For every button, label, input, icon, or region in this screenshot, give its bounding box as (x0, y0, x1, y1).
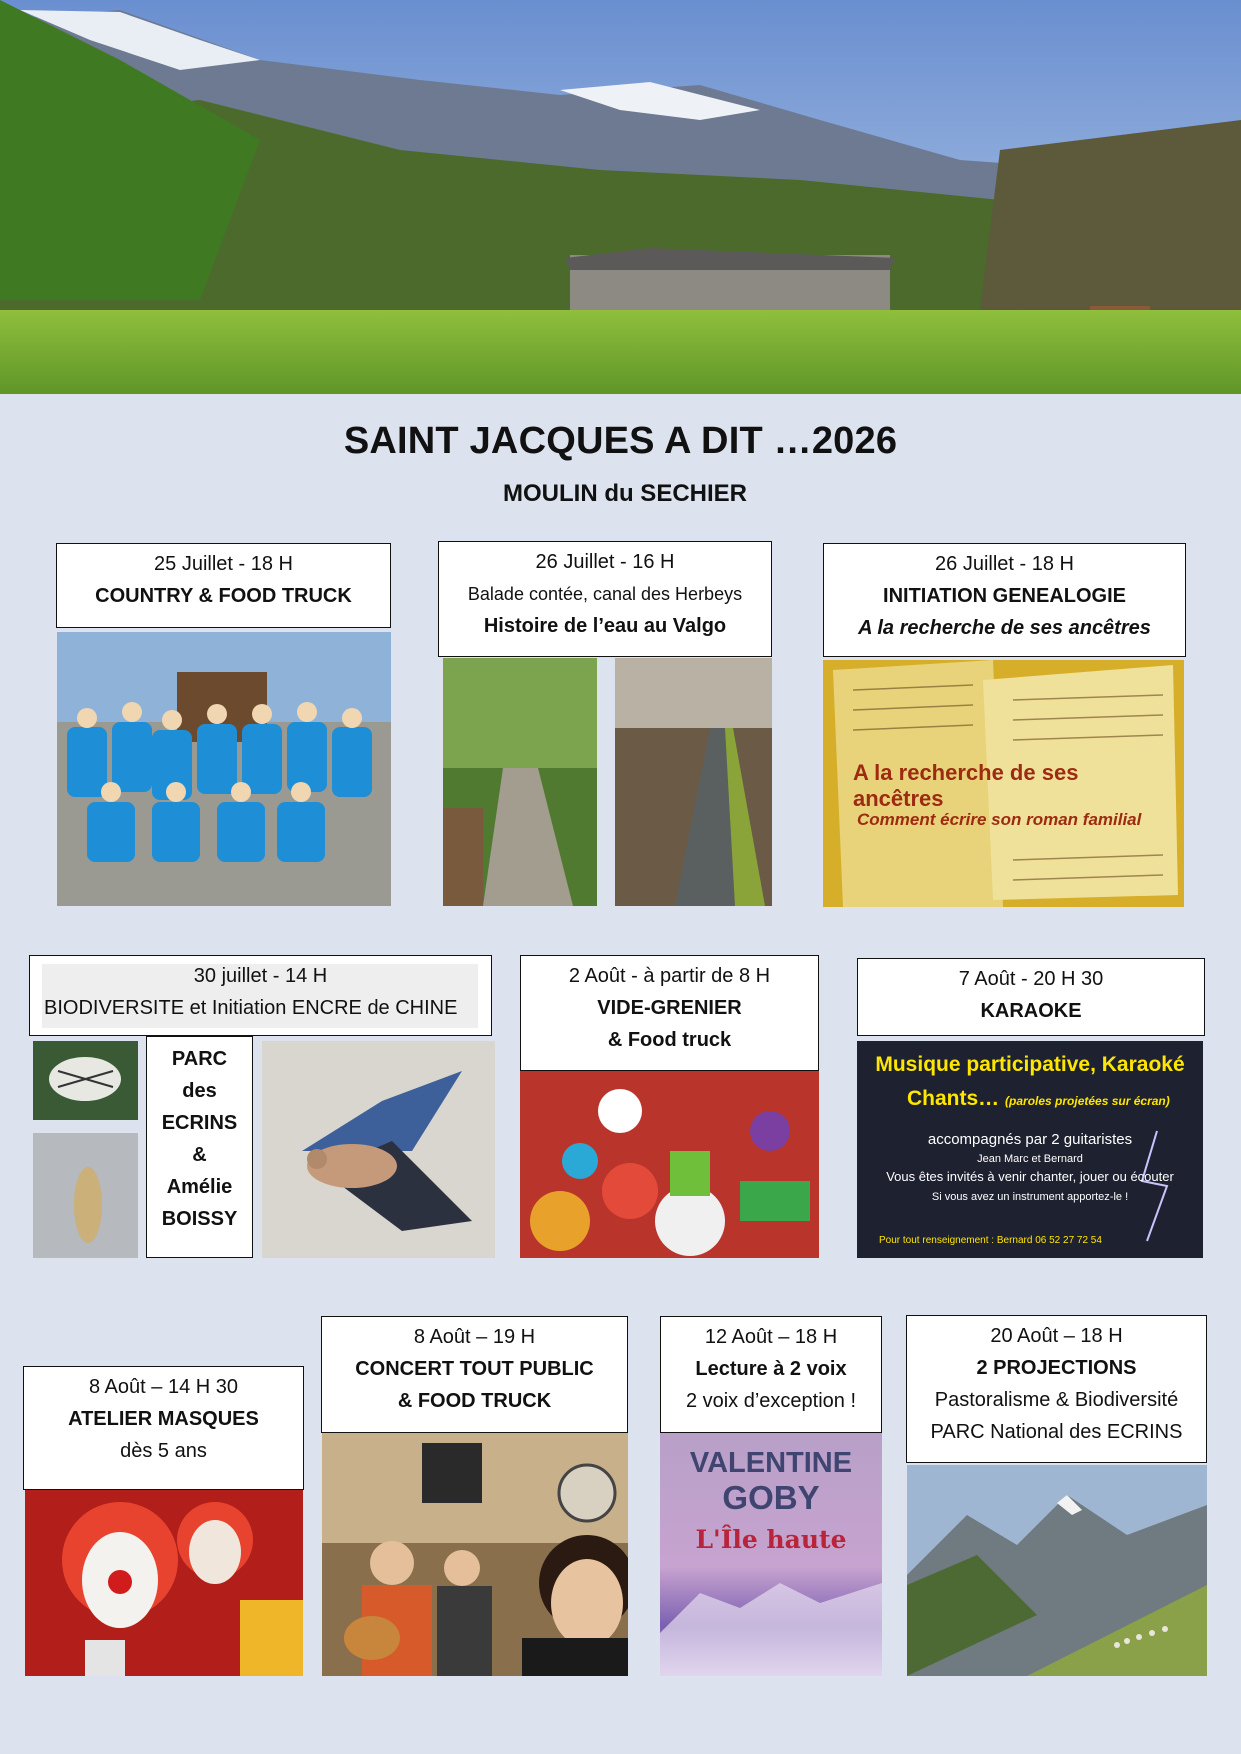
karaoke-line-4: Jean Marc et Bernard (977, 1153, 1083, 1165)
ecrins-line: BOISSY (161, 1208, 238, 1230)
karaoke-line-5: Vous êtes invités à venir chanter, jouer ou écouter (886, 1169, 1174, 1184)
ecrins-line: des (182, 1080, 217, 1102)
mountain-pasture-photo (907, 1465, 1207, 1676)
event-date: 20 Août – 18 H (990, 1325, 1123, 1347)
event-title: BIODIVERSITE et Initiation ENCRE de CHINE (44, 997, 458, 1019)
event-detail: Balade contée, canal des Herbeys (467, 584, 743, 604)
book-title: L'Île haute (695, 1525, 847, 1554)
ecrins-line: ECRINS (161, 1112, 238, 1134)
event-box-country (56, 543, 391, 628)
event-box-valgo (438, 541, 772, 657)
event-detail: & FOOD TRUCK (397, 1390, 552, 1412)
ecrins-amelie-box (146, 1036, 253, 1258)
karaoke-line-1: Musique participative, Karaoké (875, 1053, 1185, 1076)
moth-photo-2 (33, 1133, 138, 1258)
event-box-concert (321, 1316, 628, 1433)
karaoke-line-7: Pour tout renseignement : Bernard 06 52 27 72 54 (879, 1235, 1102, 1246)
genealogy-image-caption-2: Comment écrire son roman familial (857, 810, 1142, 829)
event-box-genealogie (823, 543, 1186, 657)
event-title: Lecture à 2 voix (695, 1358, 847, 1380)
genealogy-image-caption-1: A la recherche de ses ancêtres (853, 760, 1079, 811)
event-box-biodiversite (29, 955, 492, 1036)
page-title: SAINT JACQUES A DIT …2026 (343, 420, 898, 462)
event-date: 25 Juillet - 18 H (154, 553, 293, 575)
vide-grenier-photo (520, 1071, 819, 1258)
event-box-projections (906, 1315, 1207, 1463)
event-title: VIDE-GRENIER (597, 997, 742, 1019)
event-title: CONCERT TOUT PUBLIC (355, 1358, 594, 1380)
event-detail: dès 5 ans (120, 1440, 207, 1462)
event-date: 30 juillet - 14 H (193, 965, 328, 987)
event-detail-2: PARC National des ECRINS (930, 1421, 1183, 1443)
event-box-masques (23, 1366, 304, 1490)
event-title: ATELIER MASQUES (68, 1408, 259, 1430)
bird-ink-drawing (262, 1041, 495, 1258)
book-author-1: VALENTINE (689, 1447, 853, 1479)
karaoke-line-6: Si vous avez un instrument apportez-le ! (931, 1191, 1129, 1203)
canal-photo (615, 658, 772, 906)
event-box-vide-grenier (520, 955, 819, 1071)
event-date: 7 Août - 20 H 30 (958, 968, 1104, 990)
moth-photo-1 (33, 1041, 138, 1120)
event-date: 26 Juillet - 16 H (535, 551, 675, 573)
event-box-lecture (660, 1316, 882, 1433)
ecrins-line: & (192, 1144, 207, 1166)
event-date: 26 Juillet - 18 H (935, 553, 1074, 575)
event-box-karaoke (857, 958, 1205, 1036)
page-subtitle: MOULIN du SECHIER (503, 480, 747, 507)
karaoke-line-2 (907, 1087, 1203, 1111)
event-title: 2 PROJECTIONS (976, 1357, 1137, 1379)
hero-landscape-photo (0, 0, 1241, 394)
ecrins-line: Amélie (166, 1176, 233, 1198)
country-dancers-photo (57, 632, 391, 906)
karaoke-line-2-note: (paroles projetées sur écran) (1005, 1094, 1170, 1108)
event-subtitle: A la recherche de ses ancêtres (858, 617, 1151, 639)
event-title: INITIATION GENEALOGIE (883, 585, 1126, 607)
event-detail: 2 voix d’exception ! (685, 1390, 857, 1412)
event-date: 12 Août – 18 H (704, 1326, 838, 1348)
book-cover-photo (660, 1433, 882, 1676)
event-detail: Pastoralisme & Biodiversité (934, 1389, 1179, 1411)
concert-musicians-photo (322, 1433, 628, 1676)
karaoke-line-2-main: Chants… (907, 1087, 1000, 1110)
event-title: COUNTRY & FOOD TRUCK (95, 585, 352, 607)
event-detail: & Food truck (607, 1029, 732, 1051)
event-date: 2 Août - à partir de 8 H (568, 965, 771, 987)
genealogy-document-photo (823, 660, 1184, 907)
event-date: 8 Août – 19 H (413, 1326, 536, 1348)
clown-masks-photo (25, 1490, 303, 1676)
ecrins-line: PARC (171, 1048, 228, 1070)
karaoke-line-3: accompagnés par 2 guitaristes (927, 1131, 1133, 1148)
forest-path-photo (443, 658, 597, 906)
karaoke-poster (857, 1041, 1203, 1258)
event-title: KARAOKE (980, 1000, 1082, 1022)
event-title: Histoire de l’eau au Valgo (483, 615, 727, 637)
event-date: 8 Août – 14 H 30 (88, 1376, 238, 1398)
book-author-2: GOBY (722, 1479, 820, 1516)
